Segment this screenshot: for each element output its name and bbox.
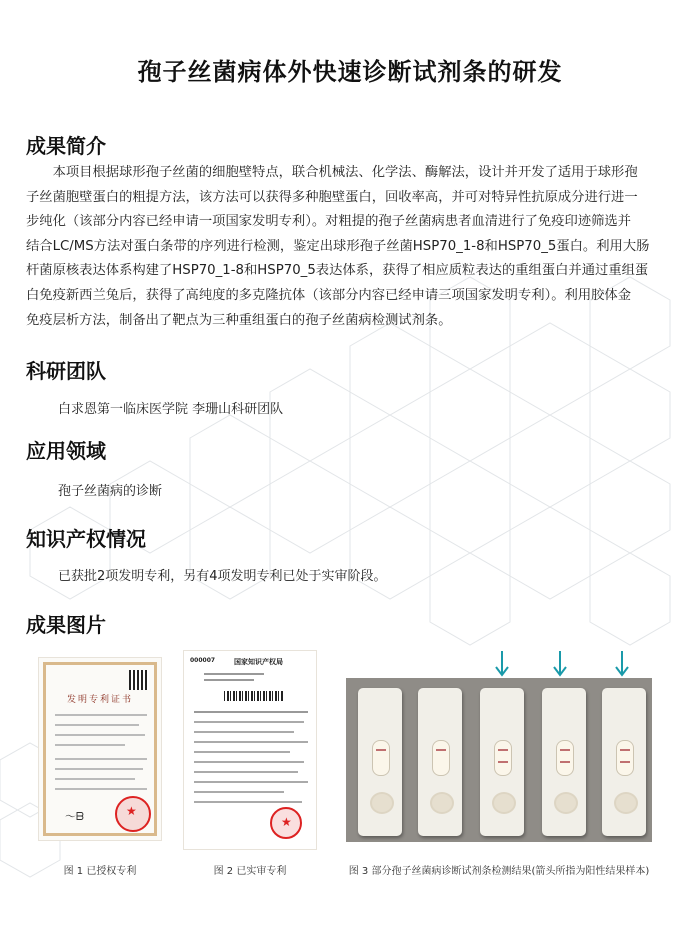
control-band — [498, 749, 508, 751]
summary-line: 免疫层析方法，制备出了靶点为三种重组蛋白的孢子丝菌病检测试剂条。 — [26, 312, 452, 328]
text-line — [194, 761, 304, 763]
text-line — [194, 781, 308, 783]
team-heading: 科研团队 — [26, 359, 106, 383]
text-line — [194, 721, 304, 723]
test-strip — [418, 688, 462, 836]
text-line — [55, 744, 125, 746]
control-band — [376, 749, 386, 751]
text-line — [55, 714, 147, 716]
patent-certificate-image — [38, 657, 162, 841]
figure-2-caption: 图 2 已实审专利 — [213, 866, 287, 877]
figure-1-caption: 图 1 已授权专利 — [63, 866, 137, 877]
summary-line: 杆菌原核表达体系构建了HSP70_1-8和HSP70_5表达体系，获得了相应质粒表达的重组蛋白并通过重组蛋 — [26, 263, 649, 279]
control-band — [620, 749, 630, 751]
certificate-title: 发明专利证书 — [66, 695, 133, 705]
patent-examination-document-image — [183, 650, 317, 850]
text-line — [55, 778, 135, 780]
control-band — [560, 749, 570, 751]
ip-heading: 知识产权情况 — [26, 527, 146, 551]
qr-code-icon — [129, 670, 149, 690]
text-line — [55, 724, 139, 726]
result-window — [372, 740, 390, 776]
sample-well — [554, 792, 578, 814]
text-line — [194, 731, 294, 733]
sample-well — [430, 792, 454, 814]
summary-line: 结合LC/MS方法对蛋白条带的序列进行检测，鉴定出球形孢子丝菌HSP70_1-8和HSP70_5蛋白。利用大肠 — [26, 238, 650, 254]
sample-well — [370, 792, 394, 814]
red-seal-icon — [115, 796, 151, 832]
signature-mark: 〜ᗷ — [65, 810, 84, 823]
test-strip-positive — [602, 688, 646, 836]
red-seal-icon — [270, 807, 302, 839]
test-strip-positive — [542, 688, 586, 836]
text-line — [55, 788, 147, 790]
summary-line: 子丝菌胞壁蛋白的粗提方法，该方法可以获得多种胞壁蛋白，回收率高，并可对特异性抗原成分进行进一 — [26, 189, 638, 205]
text-line — [204, 673, 264, 675]
result-window — [432, 740, 450, 776]
summary-line: 白免疫新西兰兔后，获得了高纯度的多克隆抗体（该部分内容已经申请三项国家发明专利）。利用胶体金 — [26, 287, 632, 303]
ip-text: 已获批2项发明专利，另有4项发明专利已处于实审阶段。 — [58, 569, 387, 584]
result-window — [556, 740, 574, 776]
figure-3-caption: 图 3 部分孢子丝菌病诊断试剂条检测结果(箭头所指为阳性结果样本) — [348, 866, 650, 877]
result-window — [616, 740, 634, 776]
summary-heading: 成果简介 — [26, 134, 106, 158]
document-number: 000007 — [190, 657, 216, 664]
text-line — [55, 768, 143, 770]
down-arrow-icon — [615, 651, 629, 677]
test-strip — [358, 688, 402, 836]
summary-line: 步纯化（该部分内容已经申请一项国家发明专利）。对粗提的孢子丝菌病患者血清进行了免疫印迹筛选并 — [26, 214, 632, 230]
page-title: 孢子丝菌病体外快速诊断试剂条的研发 — [137, 58, 563, 86]
down-arrow-icon — [495, 651, 509, 677]
text-line — [194, 801, 302, 803]
text-line — [55, 734, 145, 736]
team-text: 白求恩第一临床医学院 李珊山科研团队 — [58, 402, 284, 417]
test-strip-positive — [480, 688, 524, 836]
down-arrow-icon — [553, 651, 567, 677]
control-band — [436, 749, 446, 751]
test-band — [498, 761, 508, 763]
sample-well — [492, 792, 516, 814]
text-line — [194, 751, 290, 753]
document-header: 国家知识产权局 — [234, 658, 283, 666]
test-strip-results-photo — [346, 678, 652, 842]
text-line — [55, 758, 147, 760]
summary-line: 本项目根据球形孢子丝菌的细胞壁特点，联合机械法、化学法、酶解法，设计并开发了适用于球形孢 — [26, 165, 638, 180]
sample-well — [614, 792, 638, 814]
text-line — [194, 741, 308, 743]
application-text: 孢子丝菌病的诊断 — [58, 484, 163, 499]
barcode-icon — [224, 691, 284, 701]
result-window — [494, 740, 512, 776]
images-heading: 成果图片 — [26, 613, 106, 637]
text-line — [194, 711, 308, 713]
summary-paragraph — [26, 161, 666, 333]
text-line — [194, 791, 284, 793]
test-band — [560, 761, 570, 763]
test-band — [620, 761, 630, 763]
text-line — [194, 771, 298, 773]
text-line — [204, 679, 254, 681]
application-heading: 应用领域 — [26, 439, 106, 463]
